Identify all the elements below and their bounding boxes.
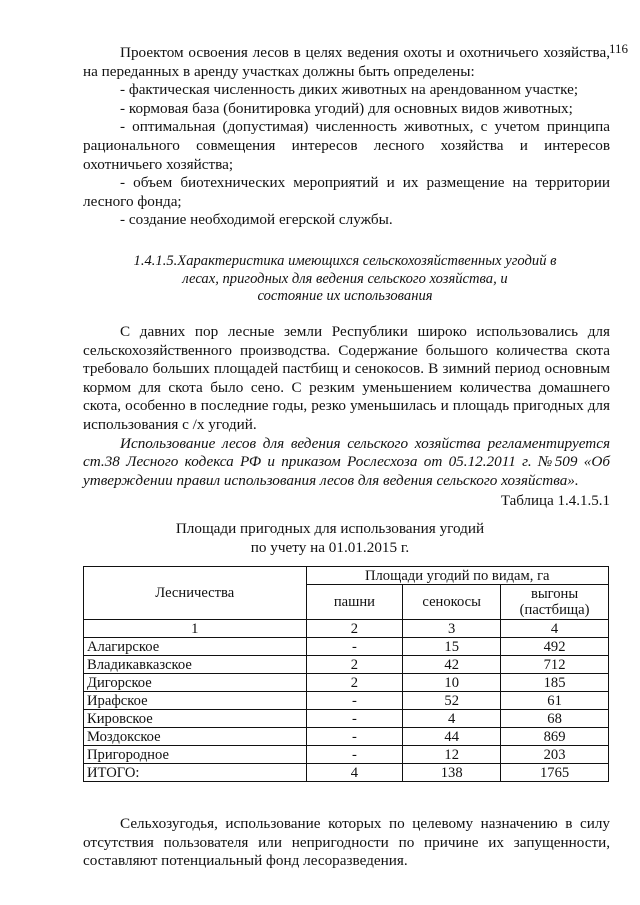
column-number: 3 — [403, 620, 501, 638]
column-number: 2 — [306, 620, 403, 638]
pasture-value: 712 — [501, 656, 609, 674]
pasture-value: 68 — [501, 710, 609, 728]
header-forestry: Лесничества — [84, 567, 307, 620]
closing-paragraph: Сельхозугодья, использование которых по целевому назначению в силу отсутствия пользователя или непригодности по причине их запущенности, составляют потенциальный фонд лесоразведения. — [83, 815, 610, 870]
total-arable: 4 — [306, 764, 403, 782]
regulation-paragraph: Использование лесов для ведения сельского хозяйства регламентируется ст.38 Лесного кодекса РФ и приказом Рослесхоза от 05.12.2011 г. №509 «Об утверждении правил использования лесов для ведения сельского хозяйства». — [83, 434, 610, 489]
hay-value: 42 — [403, 656, 501, 674]
table-row — [84, 674, 609, 692]
section-heading-line: лесах, пригодных для ведения сельского хозяйства, и — [182, 270, 508, 287]
total-hay: 138 — [403, 764, 501, 782]
header-pasture: выгоны (пастбища) — [501, 585, 609, 620]
table-title-line: по учету на 01.01.2015 г. — [250, 538, 410, 556]
forestry-name: Кировское — [84, 710, 307, 728]
pasture-value: 869 — [501, 728, 609, 746]
intro-section — [83, 44, 610, 230]
forestry-name: Владикавказское — [84, 656, 307, 674]
forestry-name: Пригородное — [84, 746, 307, 764]
land-use-table — [83, 566, 609, 782]
header-hay: сенокосы — [403, 585, 501, 620]
header-arable: пашни — [306, 585, 403, 620]
table-row — [84, 656, 609, 674]
table-row — [84, 710, 609, 728]
arable-value: 2 — [306, 656, 403, 674]
table-header-row — [84, 567, 609, 585]
hay-value: 10 — [403, 674, 501, 692]
hay-value: 4 — [403, 710, 501, 728]
table-title — [110, 520, 550, 557]
arable-value: - — [306, 728, 403, 746]
arable-value: - — [306, 638, 403, 656]
table-row — [84, 692, 609, 710]
header-group: Площади угодий по видам, га — [306, 567, 609, 585]
intro-item: - фактическая численность диких животных на арендованном участке; — [120, 81, 579, 99]
table-title-line: Площади пригодных для использования угодий — [175, 520, 485, 537]
pasture-value: 61 — [501, 692, 609, 710]
arable-value: 2 — [306, 674, 403, 692]
pasture-value: 492 — [501, 638, 609, 656]
intro-item: - оптимальная (допустимая) численность животных, с учетом принципа рационального совмещения интересов лесного хозяйства и интересов охотничьего хозяйства; — [83, 118, 610, 173]
table-total-row — [84, 764, 609, 782]
hay-value: 15 — [403, 638, 501, 656]
section-heading — [95, 253, 595, 306]
forestry-name: Дигорское — [84, 674, 307, 692]
total-pasture: 1765 — [501, 764, 609, 782]
body-paragraph: С давних пор лесные земли Республики широко использовались для сельскохозяйственного производства. Содержание большого количества скота требовало больших площадей пастбищ и сенокосов. В зимний период основным кормом для скота было сено. С резким уменьшением количества домашнего скота, особенно в последние годы, резко уменьшилась и площадь пригодных для использования с /х угодий. — [83, 323, 610, 433]
column-number-row — [84, 620, 609, 638]
table-row — [84, 638, 609, 656]
table-row — [84, 746, 609, 764]
arable-value: - — [306, 710, 403, 728]
arable-value: - — [306, 746, 403, 764]
intro-item: - создание необходимой егерской службы. — [120, 211, 393, 229]
arable-value: - — [306, 692, 403, 710]
hay-value: 44 — [403, 728, 501, 746]
column-number: 1 — [84, 620, 307, 638]
closing-section — [83, 815, 610, 871]
column-number: 4 — [501, 620, 609, 638]
hay-value: 12 — [403, 746, 501, 764]
pasture-value: 203 — [501, 746, 609, 764]
forestry-name: Моздокское — [84, 728, 307, 746]
table-caption: Таблица 1.4.1.5.1 — [500, 493, 610, 509]
table-row — [84, 728, 609, 746]
pasture-value: 185 — [501, 674, 609, 692]
intro-item: - объем биотехнических мероприятий и их размещение на территории лесного фонда; — [83, 174, 610, 210]
intro-item: - кормовая база (бонитировка угодий) для основных видов животных; — [120, 99, 573, 117]
total-label: ИТОГО: — [84, 764, 307, 782]
forestry-name: Ирафское — [84, 692, 307, 710]
hay-value: 52 — [403, 692, 501, 710]
section-heading-line: состояние их использования — [257, 288, 433, 304]
page-number: 116 — [608, 41, 628, 56]
body-section — [83, 323, 610, 490]
forestry-name: Алагирское — [84, 638, 307, 656]
section-heading-line: 1.4.1.5.Характеристика имеющихся сельскохозяйственных угодий в — [133, 253, 557, 269]
intro-lead: Проектом освоения лесов в целях ведения охоты и охотничьего хозяйства, на переданных в аренду участках должны быть определены: — [83, 44, 610, 80]
